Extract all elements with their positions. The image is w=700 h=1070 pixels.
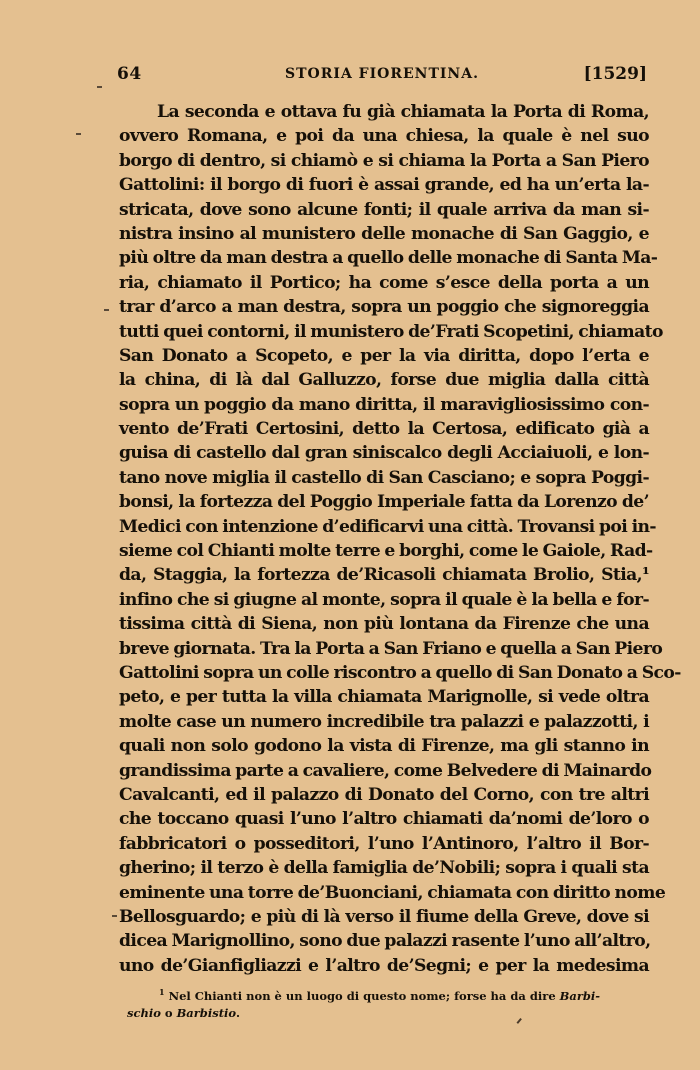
- text-line: infino che si giugne al monte, sopra il quale è la bella e for-: [119, 589, 649, 610]
- footnote-italic-term: schio: [127, 1005, 161, 1020]
- text-line: Medici con intenzione d’edificarvi una città. Trovansi poi in-: [119, 516, 656, 537]
- text-line: da, Staggia, la fortezza de’Ricasoli chiamata Brolio, Stia,¹: [119, 565, 649, 586]
- footnote-text: Nel Chianti non è un luogo di questo nome; forse ha da dire: [168, 988, 560, 1003]
- page-number: 64: [117, 64, 142, 84]
- text-line: molte case un numero incredibile tra palazzi e palazzotti, i: [119, 711, 649, 732]
- footnote-text: o: [160, 1005, 177, 1020]
- text-line: nistra insino al munistero delle monache di San Gaggio, e: [119, 223, 649, 244]
- margin-mark: [104, 309, 109, 311]
- footnote-italic-term: Barbistio: [176, 1005, 237, 1020]
- text-line: peto, e per tutta la villa chiamata Marignolle, si vede oltra: [119, 687, 649, 708]
- text-line: che toccano quasi l’uno l’altro chiamati da’nomi de’loro o: [119, 809, 649, 830]
- text-line: gherino; il terzo è della famiglia de’Nobili; sopra i quali sta: [119, 858, 649, 879]
- footnote-line: [127, 1005, 647, 1022]
- text-line: guisa di castello dal gran siniscalco degli Acciaiuoli, e lon-: [119, 443, 649, 464]
- text-line: Cavalcanti, ed il palazzo di Donato del Corno, con tre altri: [119, 784, 649, 805]
- footnote-marker: 1: [159, 987, 165, 997]
- text-line: borgo di dentro, si chiamò e si chiama la Porta a San Piero: [119, 150, 649, 171]
- text-line: eminente una torre de’Buonciani, chiamata con diritto nome: [119, 882, 666, 903]
- text-line: ria, chiamato il Portico; ha come s’esce della porta a un: [119, 272, 649, 293]
- page-header: [117, 64, 647, 90]
- body-text: [119, 100, 681, 978]
- text-line: stricata, dove sono alcune fonti; il quale arriva da man si-: [119, 199, 649, 220]
- footnote-line: [127, 984, 647, 1005]
- footnote: [127, 984, 647, 1022]
- text-line: Gattolini sopra un colle riscontro a quello di San Donato a Sco-: [119, 662, 681, 683]
- text-line: ovvero Romana, e poi da una chiesa, la quale è nel suo: [119, 126, 649, 147]
- text-line: Bellosguardo; e più di là verso il fiume della Greve, dove si: [119, 906, 649, 927]
- year-marker: [1529]: [583, 64, 647, 84]
- text-line: sopra un poggio da mano diritta, il maravigliosissimo con-: [119, 394, 649, 415]
- footnote-italic-term: Barbi-: [559, 988, 601, 1003]
- text-line: tissima città di Siena, non più lontana da Firenze che una: [119, 614, 649, 635]
- text-line: la china, di là dal Galluzzo, forse due miglia dalla città: [119, 370, 649, 391]
- text-line: fabbricatori o posseditori, l’uno l’Antinoro, l’altro il Bor-: [119, 833, 649, 854]
- text-line: La seconda e ottava fu già chiamata la Porta di Roma,: [157, 102, 649, 122]
- running-title: STORIA FIORENTINA.: [285, 66, 479, 82]
- text-line: dicea Marignollino, sono due palazzi rasente l’uno all’altro,: [119, 931, 651, 952]
- text-line: vento de’Frati Certosini, detto la Certosa, edificato già a: [119, 419, 649, 440]
- text-line: tutti quei contorni, il munistero de’Frati Scopetini, chiamato: [119, 321, 663, 342]
- margin-mark: [112, 915, 117, 917]
- text-line: tano nove miglia il castello di San Casciano; e sopra Poggi-: [119, 467, 649, 488]
- margin-mark: [97, 86, 102, 88]
- text-line: sieme col Chianti molte terre e borghi, come le Gaiole, Rad-: [119, 541, 653, 562]
- text-line: bonsi, la fortezza del Poggio Imperiale fatta da Lorenzo de’: [119, 492, 649, 513]
- text-line: quali non solo godono la vista di Firenze, ma gli stanno in: [119, 736, 649, 757]
- text-line: San Donato a Scopeto, e per la via diritta, dopo l’erta e: [119, 345, 649, 366]
- margin-mark: [76, 133, 81, 135]
- text-line: trar d’arco a man destra, sopra un poggio che signoreggia: [119, 297, 649, 318]
- text-line: uno de’Gianfigliazzi e l’altro de’Segni; e per la medesima: [119, 955, 649, 976]
- text-line: più oltre da man destra a quello delle monache di Santa Ma-: [119, 248, 658, 269]
- text-line: Gattolini: il borgo di fuori è assai grande, ed ha un’erta la-: [119, 175, 649, 196]
- text-line: breve giornata. Tra la Porta a San Friano e quella a San Piero: [119, 638, 663, 659]
- footnote-text: .: [236, 1005, 241, 1020]
- text-line: grandissima parte a cavaliere, come Belvedere di Mainardo: [119, 760, 652, 781]
